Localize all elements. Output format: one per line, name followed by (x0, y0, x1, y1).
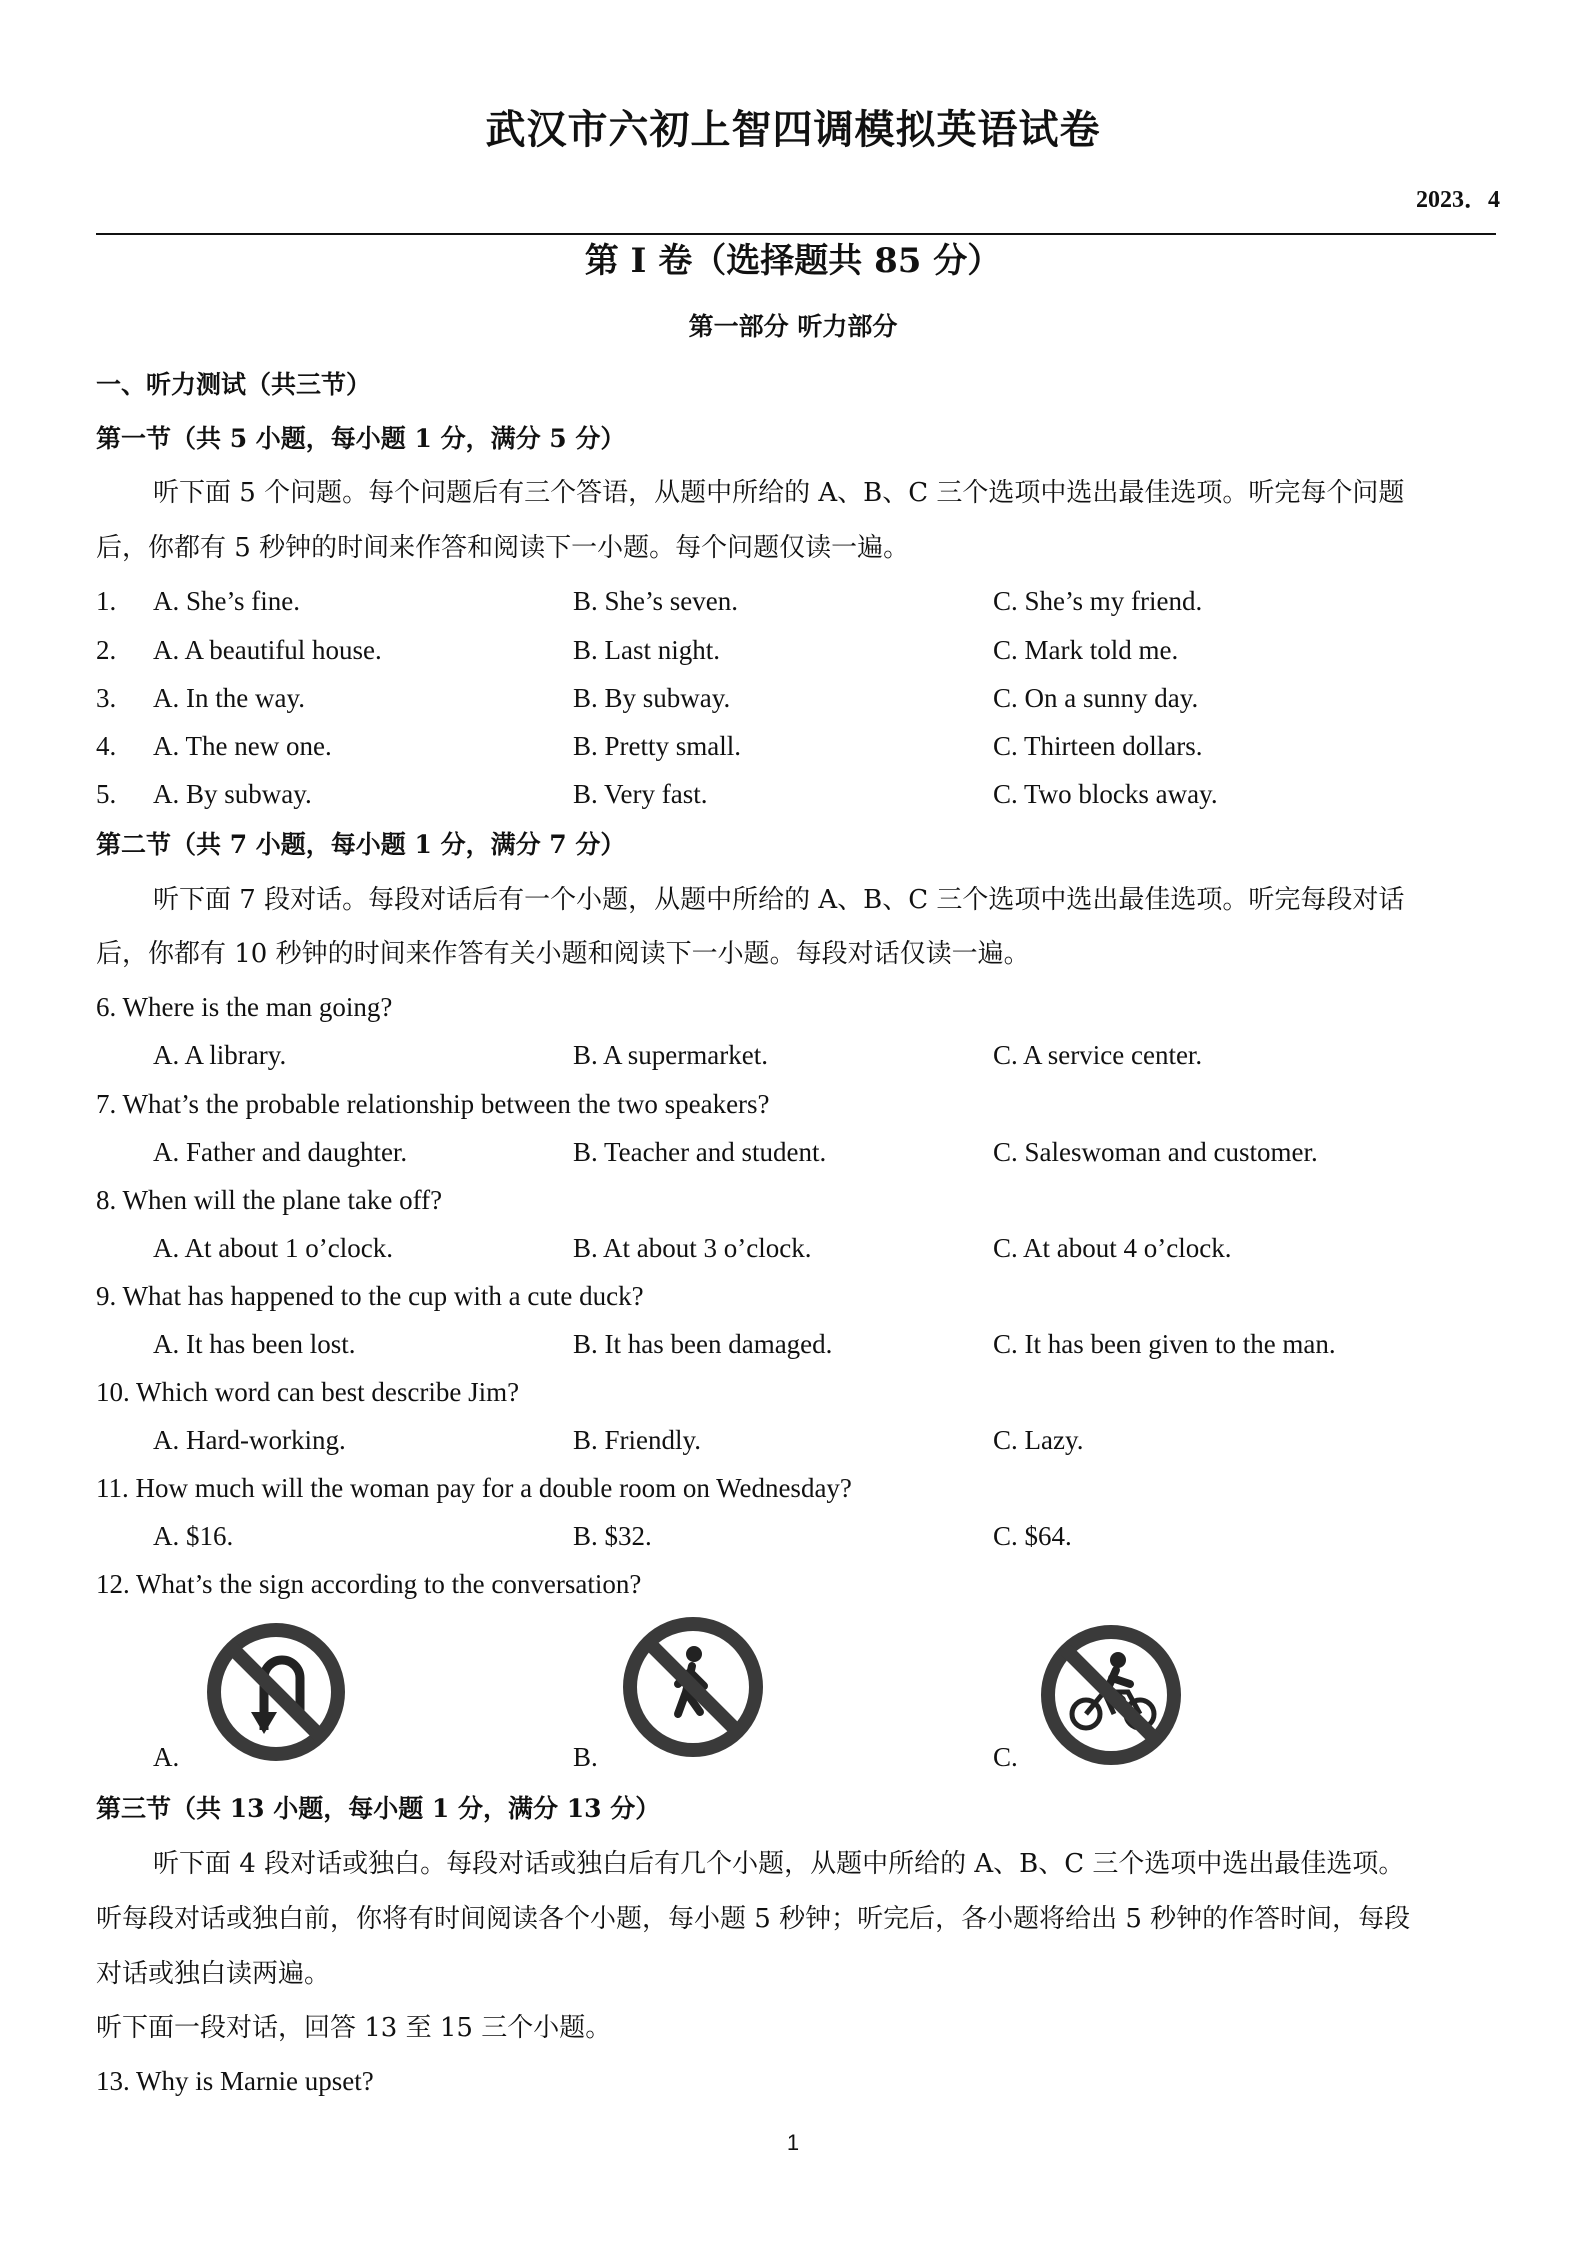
item-number: 2. (96, 635, 117, 665)
item-number: 1. (96, 586, 117, 616)
s3-instruction-line3: 对话或独白读两遍。 (96, 1959, 331, 1989)
option-b: B. Pretty small. (573, 731, 741, 761)
option-b: B. She’s seven. (573, 586, 738, 616)
option-a: A. A beautiful house. (153, 635, 382, 665)
s3-instruction-line2: 听每段对话或独白前，你将有时间阅读各个小题，每小题 5 秒钟；听完后，各小题将给出 5 秒钟的作答时间，每段 (96, 1904, 1411, 1934)
option-c: C. (993, 1742, 1018, 1772)
option-c: C. At about 4 o’clock. (993, 1233, 1232, 1263)
option-c: C. On a sunny day. (993, 683, 1199, 713)
question-stem: 12. What’s the sign according to the conversation? (96, 1569, 642, 1599)
no-pedestrians-sign-icon (620, 1614, 766, 1764)
s2-instruction-line2: 后，你都有 10 秒钟的时间来作答有关小题和阅读下一小题。每段对话仅读一遍。 (96, 939, 1030, 969)
question-stem: 7. What’s the probable relationship between the two speakers? (96, 1089, 770, 1119)
question-stem: 10. Which word can best describe Jim? (96, 1377, 520, 1407)
s3-instruction-line1: 听下面 4 段对话或独白。每段对话或独白后有几个小题，从题中所给的 A、B、C 三个选项中选出最佳选项。 (153, 1849, 1405, 1879)
exam-date: 2023．4 (1416, 187, 1500, 213)
option-b: B. Very fast. (573, 779, 708, 809)
item-number: 5. (96, 779, 117, 809)
s2-instruction-line1: 听下面 7 段对话。每段对话后有一个小题，从题中所给的 A、B、C 三个选项中选出最佳选项。听完每段对话 (153, 885, 1405, 915)
option-a: A. The new one. (153, 731, 332, 761)
page-title: 武汉市六初上智四调模拟英语试卷 (485, 106, 1101, 153)
s3-lead-text: 听下面一段对话，回答 13 至 15 三个小题。 (96, 2013, 612, 2043)
option-a: A. $16. (153, 1521, 234, 1551)
option-a: A. (153, 1742, 180, 1772)
option-c: C. Lazy. (993, 1425, 1084, 1455)
question-stem: 11. How much will the woman pay for a double room on Wednesday? (96, 1473, 852, 1503)
s1-instruction-line2: 后，你都有 5 秒钟的时间来作答和阅读下一小题。每个问题仅读一遍。 (96, 533, 910, 563)
item-number: 3. (96, 683, 117, 713)
header-rule (96, 233, 1496, 235)
page-number: 1 (786, 2130, 800, 2155)
option-b: B. Teacher and student. (573, 1137, 827, 1167)
section-heading: 一、听力测试（共三节） (96, 370, 372, 399)
option-a: A. A library. (153, 1040, 287, 1070)
option-a: A. She’s fine. (153, 586, 300, 616)
option-a: A. Hard-working. (153, 1425, 346, 1455)
item-number: 4. (96, 731, 117, 761)
option-c: C. Thirteen dollars. (993, 731, 1203, 761)
option-c: C. $64. (993, 1521, 1072, 1551)
option-a: A. At about 1 o’clock. (153, 1233, 393, 1263)
option-b: B. At about 3 o’clock. (573, 1233, 812, 1263)
question-stem: 6. Where is the man going? (96, 992, 393, 1022)
option-c: C. Two blocks away. (993, 779, 1218, 809)
question-stem: 8. When will the plane take off? (96, 1185, 443, 1215)
s1-heading: 第一节（共 5 小题，每小题 1 分，满分 5 分） (96, 424, 626, 453)
option-a: A. In the way. (153, 683, 305, 713)
option-b: B. A supermarket. (573, 1040, 768, 1070)
option-b: B. Friendly. (573, 1425, 701, 1455)
option-c: C. A service center. (993, 1040, 1203, 1070)
option-b: B. $32. (573, 1521, 652, 1551)
part-title: 第一部分 听力部分 (688, 312, 898, 341)
option-c: C. Saleswoman and customer. (993, 1137, 1318, 1167)
option-a: A. By subway. (153, 779, 312, 809)
s2-heading: 第二节（共 7 小题，每小题 1 分，满分 7 分） (96, 830, 626, 859)
option-b: B. It has been damaged. (573, 1329, 833, 1359)
s1-instruction-line1: 听下面 5 个问题。每个问题后有三个答语，从题中所给的 A、B、C 三个选项中选出最佳选项。听完每个问题 (153, 478, 1405, 508)
option-c: C. Mark told me. (993, 635, 1179, 665)
option-b: B. (573, 1742, 598, 1772)
option-b: B. By subway. (573, 683, 731, 713)
option-c: C. It has been given to the man. (993, 1329, 1336, 1359)
no-u-turn-sign-icon (204, 1620, 348, 1768)
no-bicycles-sign-icon (1038, 1622, 1184, 1772)
s3-heading: 第三节（共 13 小题，每小题 1 分，满分 13 分） (96, 1794, 661, 1823)
option-b: B. Last night. (573, 635, 720, 665)
option-a: A. It has been lost. (153, 1329, 356, 1359)
volume-title: 第 I 卷（选择题共 85 分） (584, 241, 1002, 281)
option-c: C. She’s my friend. (993, 586, 1203, 616)
option-a: A. Father and daughter. (153, 1137, 408, 1167)
question-stem: 13. Why is Marnie upset? (96, 2066, 374, 2096)
question-stem: 9. What has happened to the cup with a cute duck? (96, 1281, 644, 1311)
